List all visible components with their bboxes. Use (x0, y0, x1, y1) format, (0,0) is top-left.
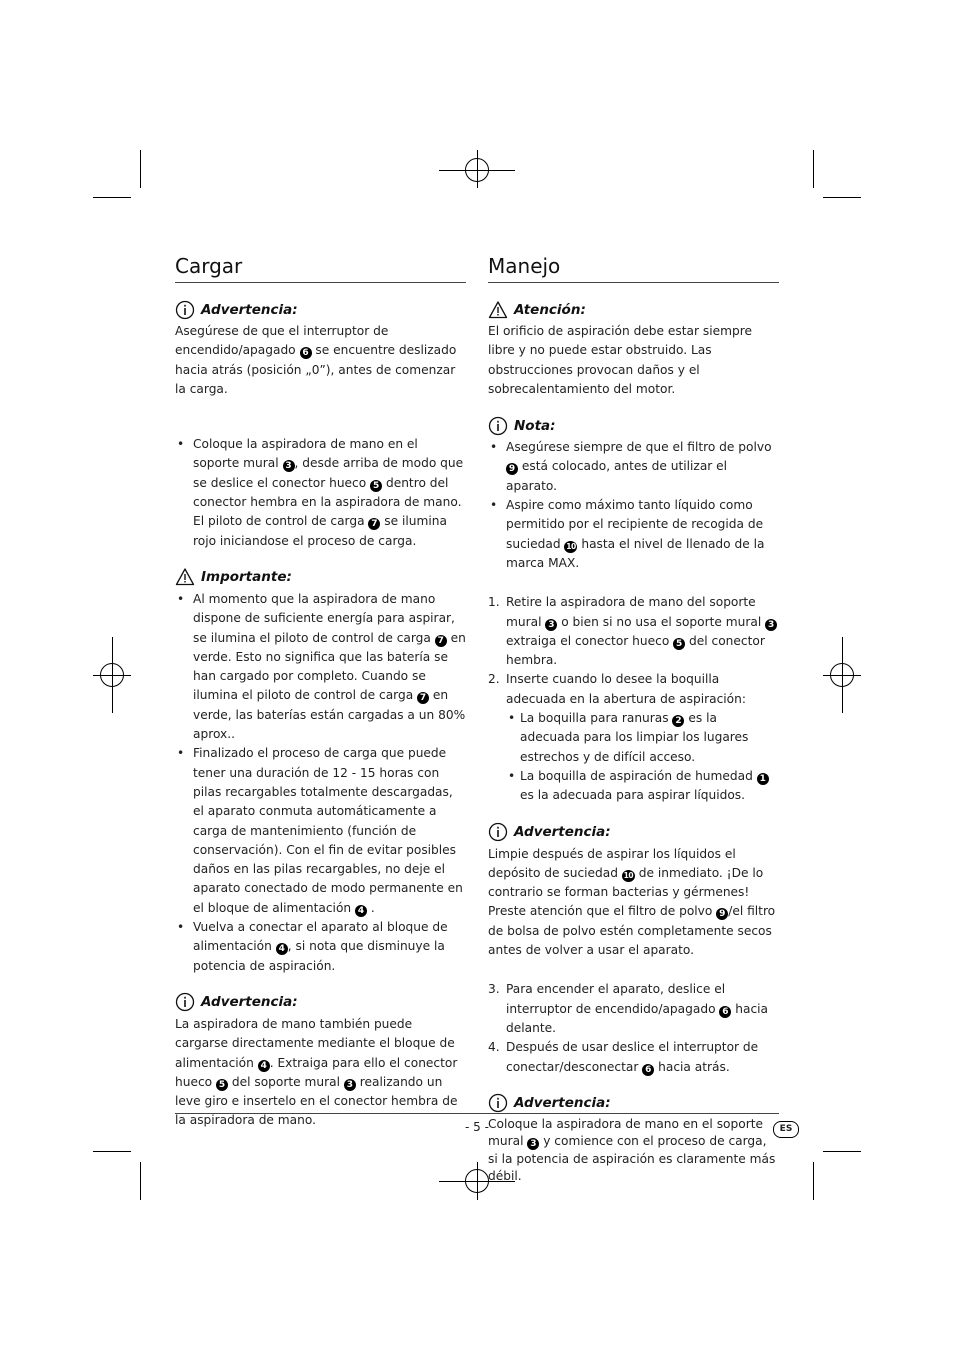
nozzle-list (506, 709, 779, 805)
part-number-badge: 3 (344, 1079, 356, 1091)
info-icon (488, 822, 508, 842)
part-number-badge: 3 (527, 1138, 539, 1150)
info-icon (488, 1093, 508, 1113)
steps-list (488, 593, 779, 805)
part-number-badge: 5 (673, 638, 685, 650)
title-rule (488, 282, 779, 283)
list-item: • Finalizado el proceso de carga que puede tener una duración de 12 - 15 horas con pilas recargables totalmente descargadas, el aparato conmuta automáticamente a carga de mantenimiento (función de conservación). Con el fin de evitar posibles daños en las pilas recargables, no deje el aparato conectado de modo permanente en el bloque de alimentación 4 . (193, 744, 466, 918)
nota-list (488, 438, 779, 573)
list-item: • La boquilla para ranuras 2 es la adecuada para los limpiar los lugares estrechos y de difícil acceso. (520, 709, 779, 767)
list-item: 4. Después de usar deslice el interruptor de conectar/desconectar 6 hacia atrás. (488, 1040, 759, 1075)
warning-icon (488, 300, 508, 320)
advertencia-text: La aspiradora de mano también puede cargarse directamente mediante el bloque de alimentación 4 . Extraiga para ello el conector hueco 5 del soporte mural 3 realizando un leve giro e insertelo en el conector hembra de la aspiradora de mano. (175, 1016, 458, 1128)
advertencia-text: Limpie después de aspirar los líquidos el depósito de suciedad 10 de inmediato. ¡De lo contrario se forman bacterias y gérmenes! Preste atención que el filtro de polvo 9 /el filtro de bolsa de polvo estén completamente secos antes de volver a usar el aparato. (488, 846, 776, 958)
part-number-badge: 4 (258, 1060, 270, 1072)
part-number-badge: 7 (368, 518, 380, 530)
advertencia-text: Coloque la aspiradora de mano en el soporte mural 3 y comience con el proceso de carga, si la potencia de aspiración es claramente más débil. (488, 1116, 776, 1184)
advertencia-heading (175, 992, 466, 1013)
list-item: • Coloque la aspiradora de mano en el soporte mural 3 , desde arriba de modo que se deslice el conector hueco 5 dentro del conector hembra en la aspiradora de mano. El piloto de control de carga 7 se ilumina rojo iniciandose el proceso de carga. (193, 435, 466, 551)
heading-text: Importante: (201, 569, 292, 586)
charging-list (175, 435, 466, 551)
list-item: • Aspire como máximo tanto líquido como permitido por el recipiente de recogida de suciedad 10 hasta el nivel de llenado de la marca MAX. (506, 496, 779, 573)
list-item: 1. Retire la aspiradora de mano del soporte mural 3 o bien si no usa el soporte mural 3 extraiga el conector hueco 5 del conector hembra. (506, 593, 779, 670)
right-column (488, 250, 779, 1186)
advertencia-heading (175, 299, 466, 320)
info-icon (175, 300, 195, 320)
importante-heading (175, 567, 466, 588)
page-number: - 5 - (465, 1120, 489, 1134)
part-number-badge: 9 (716, 908, 728, 920)
importante-list (175, 590, 466, 976)
list-item: 3. Para encender el aparato, deslice el interruptor de encendido/apagado 6 hacia delante. (488, 982, 769, 1035)
heading-text: Advertencia: (201, 301, 298, 318)
heading-text: Atención: (514, 301, 586, 318)
steps-list-continued (488, 980, 779, 1076)
advertencia-heading (488, 1093, 779, 1114)
part-number-badge: 1 (757, 773, 769, 785)
advertencia-heading (488, 822, 779, 843)
heading-text: Advertencia: (514, 824, 611, 841)
part-number-badge: 5 (370, 480, 382, 492)
list-item: 2. Inserte cuando lo desee la boquilla adecuada en la abertura de aspiración: • La boquilla para ranuras 2 es la adecuada para los limpiar los lugares estrechos y de difícil acceso. • La boquilla de aspiración de humedad 1 es la adecuada para aspirar líquidos. (506, 670, 779, 805)
warning-icon (175, 567, 195, 587)
list-item: • Al momento que la aspiradora de mano dispone de suficiente energía para aspirar, se ilumina el piloto de control de carga 7 en verde. Esto no significa que las batería se han cargado por completo. Cuando se ilumina el piloto de control de carga 7 en verde, las baterías están cargadas a un 80% aprox.. (193, 590, 466, 744)
list-item: • La boquilla de aspiración de humedad 1 es la adecuada para aspirar líquidos. (520, 767, 779, 806)
advertencia-text: Asegúrese de que el interruptor de encendido/apagado 6 se encuentre deslizado hacia atrás (posición „0”), antes de comenzar la carga. (175, 324, 457, 396)
info-icon (175, 992, 195, 1012)
footer-rule (175, 1113, 779, 1114)
part-number-badge: 5 (216, 1079, 228, 1091)
list-item: • Asegúrese siempre de que el filtro de polvo 9 está colocado, antes de utilizar el aparato. (506, 438, 779, 496)
part-number-badge: 2 (672, 715, 684, 727)
part-number-badge: 4 (276, 943, 288, 955)
heading-text: Advertencia: (201, 994, 298, 1011)
part-number-badge: 6 (642, 1064, 654, 1076)
part-number-badge: 7 (417, 692, 429, 704)
part-number-badge: 3 (545, 619, 557, 631)
title-rule (175, 282, 466, 283)
language-badge: ES (773, 1121, 799, 1138)
part-number-badge: 10 (566, 541, 576, 551)
part-number-badge: 9 (506, 463, 518, 475)
part-number-badge: 6 (300, 347, 312, 359)
part-number-badge: 7 (435, 635, 447, 647)
info-icon (488, 416, 508, 436)
nota-heading (488, 415, 779, 436)
part-number-badge: 10 (623, 870, 634, 880)
part-number-badge: 6 (719, 1006, 731, 1018)
heading-text: Nota: (514, 417, 556, 434)
part-number-badge: 3 (765, 619, 777, 631)
left-column (175, 250, 466, 1131)
list-item: • Vuelva a conectar el aparato al bloque de alimentación 4 , si nota que disminuye la potencia de aspiración. (193, 918, 466, 976)
atencion-text: El orificio de aspiración debe estar siempre libre y no puede estar obstruido. Las obstrucciones provocan daños y el sobrecalentamiento del motor. (488, 324, 752, 396)
heading-text: Advertencia: (514, 1095, 611, 1112)
atencion-heading (488, 299, 779, 320)
part-number-badge: 3 (283, 460, 295, 472)
section-title-manejo: Manejo (488, 254, 561, 278)
part-number-badge: 4 (355, 905, 367, 917)
section-title-cargar: Cargar (175, 254, 243, 278)
